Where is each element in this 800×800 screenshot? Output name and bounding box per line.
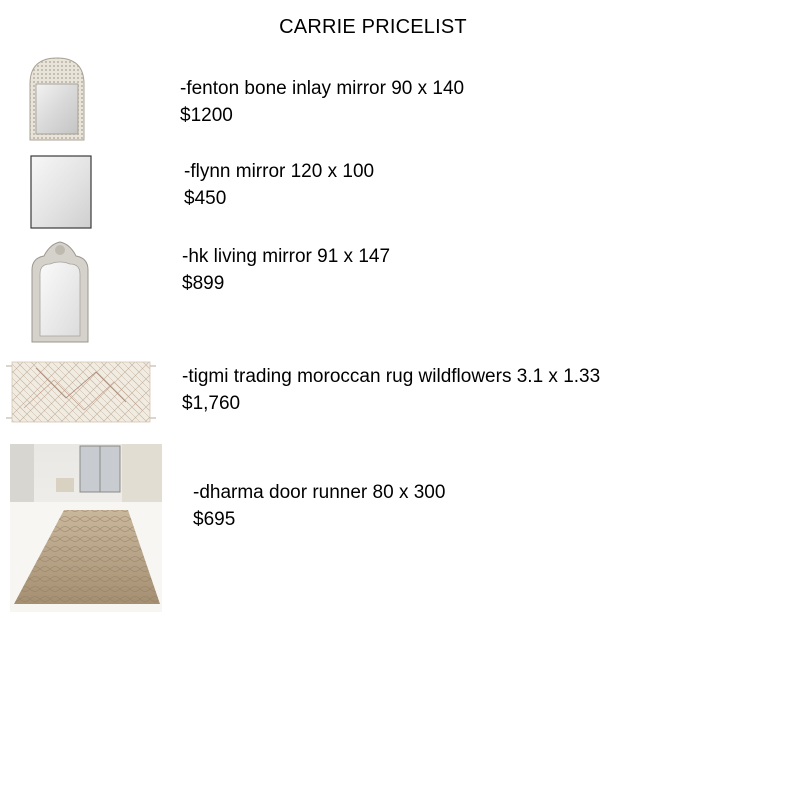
item-name: -tigmi trading moroccan rug wildflowers 3.1 x 1.33 — [182, 366, 601, 387]
item-flynn-mirror — [184, 158, 374, 212]
moroccan-rug-image — [6, 358, 156, 426]
flynn-mirror-image — [30, 155, 92, 229]
page-title: CARRIE PRICELIST — [279, 16, 467, 38]
dharma-runner-image — [10, 444, 162, 612]
item-name: -dharma door runner 80 x 300 — [193, 482, 446, 503]
item-fenton-mirror — [180, 75, 464, 129]
hk-living-mirror-image — [28, 240, 92, 344]
item-price: $899 — [182, 273, 225, 294]
item-name: -hk living mirror 91 x 147 — [182, 246, 391, 267]
item-price: $1200 — [180, 105, 233, 126]
item-name: -fenton bone inlay mirror 90 x 140 — [180, 78, 465, 99]
item-name: -flynn mirror 120 x 100 — [184, 161, 375, 182]
item-hk-living-mirror — [182, 243, 390, 297]
item-dharma-runner — [193, 479, 445, 533]
item-price: $450 — [184, 188, 227, 209]
item-price: $1,760 — [182, 393, 241, 414]
item-price: $695 — [193, 509, 236, 530]
item-moroccan-rug — [182, 363, 600, 417]
fenton-mirror-image — [28, 56, 86, 142]
